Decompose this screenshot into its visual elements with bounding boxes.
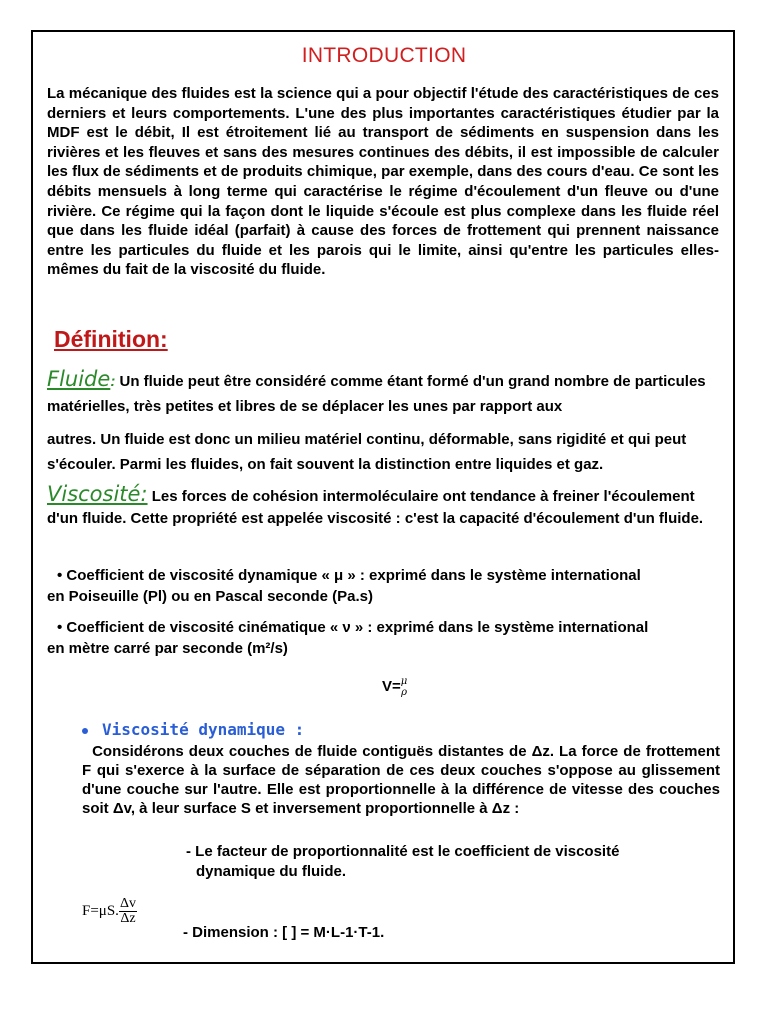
dynamic-text: Considérons deux couches de fluide contiguës distantes de Δz. La force de frottement F qui s'exerce à la surface de séparation de ces deux couches s'oppose au glissement d'une couche sur l'autre. Elle est proportionnelle à la différence de vitesse des couches soit Δv, à leur surface S et inversement proportionnelle à Δz : [82,743,721,817]
dash1-lead: - Le facteur de proportionnalité est le coefficient de viscosité [186,843,620,860]
viscosite-term: Viscosité: [47,482,148,506]
dynamic-viscosity-subheading [82,720,304,739]
formula-v-num: μ [400,676,408,687]
subheading-text: Viscosité dynamique : [102,720,305,739]
fluide-text-a: Un fluide peut être considéré comme étant formé d'un grand nombre de particules matérielles, très petites et libres de se déplacer les unes par rapport aux [47,373,706,415]
formula-f-lhs: F=μS. [82,902,119,919]
proportionality-note [186,842,706,882]
formula-v-lhs: V= [382,677,401,695]
formula-f-fraction [119,897,137,926]
bullet-dot-icon [82,728,88,734]
fluide-term: Fluide [47,367,111,391]
formula-f-den: Δz [120,911,136,926]
bullet-2-cont: en mètre carré par seconde (m²/s) [47,640,288,657]
formula-v-fraction [401,676,408,698]
kinematic-viscosity-formula [382,676,407,698]
fluide-text-b: autres. Un fluide est donc un milieu matériel continu, déformable, sans rigidité et qui peut s'écouler. Parmi les fluides, on fait souvent la distinction entre liquides et gaz. [47,431,687,473]
friction-force-formula [82,897,137,926]
page-title: INTRODUCTION [301,44,467,67]
definition-heading: Définition: [54,326,168,352]
intro-paragraph: La mécanique des fluides est la science qui a pour objectif l'étude des caractéristiques de ces derniers et leurs comportements. L'une des plus importantes caractéristiques étudier par la MDF est le débit, Il est étroitement lié au transport de sédiments en suspension dans les rivières et les fleuves et sans des mesures continues des débits, il est impossible de calculer les flux de sédiments et de produits chimique, par exemple, dans des cours d'eau. Ce sont les débits mensuels à long terme qui caractérise le régime d'écoulement d'un fleuve ou d'une rivière. Ce régime qui la façon dont le liquide s'écoule est plus complexe dans les fluide réel que dans les fluide idéal (parfait) à cause des forces de frottement qui prennent naissance entre les particules du fluide et les parois qui le limite, ainsi qu'entre les particules elles-mêmes du fait de la viscosité du fluide. [47,85,719,279]
fluide-definition [47,367,719,477]
viscosite-text: Les forces de cohésion intermoléculaire ont tendance à freiner l'écoulement d'un fluide. Cette propriété est appelée viscosité : c'est la capacité d'écoulement d'un fluide. [47,488,704,527]
bullet-2-lead: • Coefficient de viscosité cinématique « ν » : exprimé dans le système international [57,619,649,636]
dynamic-viscosity-paragraph [82,742,720,818]
bullet-kinematic-coefficient [47,617,719,659]
bullet-1-lead: • Coefficient de viscosité dynamique « μ » : exprimé dans le système international [57,567,641,584]
fluide-colon: : [110,373,116,390]
formula-v-den: ρ [401,687,407,698]
viscosite-definition [47,483,719,530]
formula-f-num: Δv [119,896,136,911]
dimension-note: - Dimension : [ ] = M·L-1·T-1. [183,924,385,941]
dash1-cont: dynamique du fluide. [196,863,347,880]
bullet-1-cont: en Poiseuille (Pl) ou en Pascal seconde (Pa.s) [47,588,373,605]
bullet-dynamic-coefficient [47,565,719,607]
